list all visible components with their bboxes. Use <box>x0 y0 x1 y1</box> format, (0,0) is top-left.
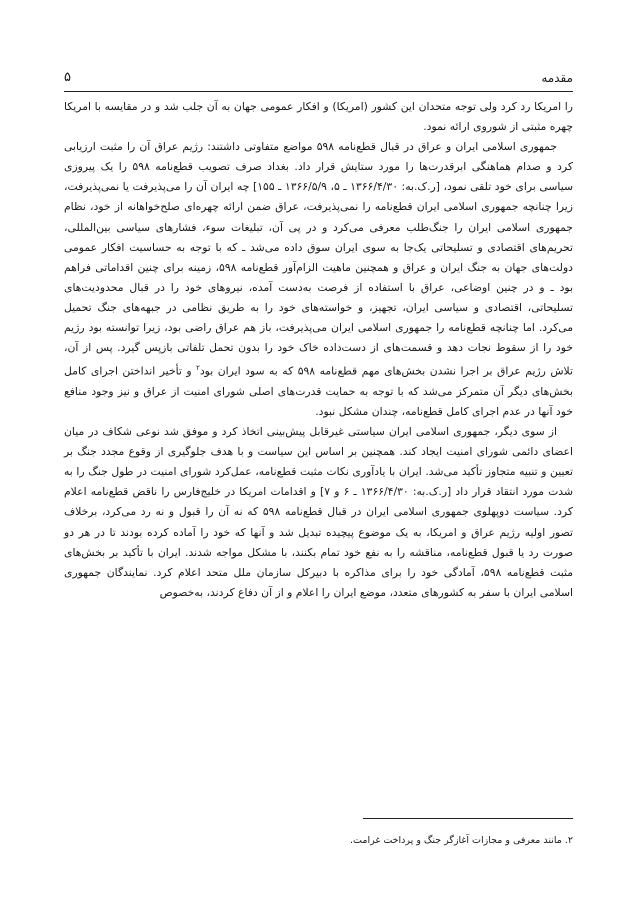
paragraph-continuation: را امریکا رد کرد ولی توجه متحدان این کشور (امریکا) و افکار عمومی جهان به آن جلب شد و در مقایسه با امریکا چهره مثبتی از شوروی ارائه نمود. <box>64 100 573 134</box>
footnote-rule <box>363 818 573 819</box>
paragraph-iran-policy: از سوی دیگر، جمهوری اسلامی ایران سیاستی غیرقابل پیش‌بینی اتخاذ کرد و موفق شد نوعی شکاف در میان اعضای دائمی شورای امنیت ایجاد کند. همچنین بر اساس این سیاست و با هدف جلوگیری از وقوع مجدد جنگ بر تعیین و تنبیه متجاوز تأکید می‌شد. ایران با یادآوری نکات مثبت قطع‌نامه، عمل‌کرد شورای امنیت در طول جنگ را به شدت مورد انتقاد قرار داد [ر.ک.به: ۱۳۶۶/۴/۳۰ ـ ۶ و ۷] و اقدامات امریکا در خلیج‌فارس را ناقض قطع‌نامه اعلام کرد. سیاست دوپهلوی جمهوری اسلامی ایران در قبال قطع‌نامه ۵۹۸ که نه آن را قبول و نه رد می‌کرد، برخلاف تصور اولیه رژیم عراق و امریکا، به یک موضوع پیچیده تبدیل شد و آنها که خود را آماده کرده بودند تا در هر دو صورت رد یا قبول قطع‌نامه، مناقشه را به نفع خود تمام بکنند، با مشکل مواجه شدند. ایران با تأکید بر بخش‌های مثبت قطع‌نامه ۵۹۸، آمادگی خود را برای مذاکره با دبیرکل سازمان ملل متحد اعلام کرد. نمایندگان جمهوری اسلامی ایران با سفر به کشورهای متعدد، موضع ایران را اعلام و از آن دفاع کردند، به‌خصوص <box>64 425 574 599</box>
paragraph-text-part-2: و تأخیر انداختن اجرای کامل بخش‌های دیگر آن متمرکز می‌شد که با توجه به حمایت قدرت‌های اصلی شورای امنیت از عراق و نیز وجود منافع خود آنها در عدم اجرای کامل قطع‌نامه، چندان مشکل نبود. <box>64 364 573 418</box>
footnote: ۲. مانند معرفی و مجازات آغازگر جنگ و پرداخت غرامت. <box>350 835 573 846</box>
paragraph-text-part-1: جمهوری اسلامی ایران و عراق در قبال قطع‌نامه ۵۹۸ مواضع متفاوتی داشتند: رژیم عراق آن را مثبت ارزیابی کرد و صدام هماهنگی ابرقدرت‌ها را مورد ستایش قرار داد. بغداد صرف تصویب قطع‌نامه ۵۹۸ را یک پیروزی سیاسی برای خود تلقی نمود، [ر.ک.به: ۱۳۶۶/۴/۳۰ ـ ۵، ۱۳۶۶/۵/۹ ـ ۱۵۵] چه ایران آن را می‌پذیرفت یا نمی‌پذیرفت، زیرا چنانچه جمهوری اسلامی ایران قطع‌نامه را نمی‌پذیرفت، عراق ضمن ارائه چهره‌ای صلح‌خواهانه از خود، نظام جمهوری اسلامی ایران را جنگ‌طلب معرفی می‌کرد و در پی آن، تبلیغات سوء، فشارهای سیاسی بین‌المللی، تحریم‌های اقتصادی و تسلیحاتی یک‌جا به سوی ایران سوق داده می‌شد ـ که با توجه به حساسیت افکار عمومی دولت‌های جهان به جنگ ایران و عراق و همچنین ماهیت الزام‌آور قطع‌نامه ۵۹۸، زمینه برای چنین اقداماتی فراهم بود ـ و در چنین اوضاعی، عراق با استفاده از فرصت به‌دست آمده، نیروهای خود را در قبال محدودیت‌های تسلیحاتی، اقتصادی و سیاسی ایران، تجهیز، و خواسته‌های خود را به طریق نظامی در جبهه‌های جنگ تحمیل می‌کرد. اما چنانچه قطع‌نامه را جمهوری اسلامی ایران می‌پذیرفت، باز هم عراق راضی بود، زیرا توانسته بود رژیم خود را از سقوط نجات دهد و قسمت‌های از دست‌داده خاک خود را بدون تحمل تلفاتی بازپس گیرد. پس از آن، تلاش رژیم عراق بر اجرا نشدن بخش‌های مهم قطع‌نامه ۵۹۸ که به سود ایران بود <box>64 140 573 378</box>
page-header <box>64 68 573 88</box>
page-number: ۵ <box>64 70 71 85</box>
paragraph-resolution-positions <box>64 137 573 422</box>
running-title: مقدمه <box>541 71 573 85</box>
footnote-marker: ۲ <box>196 364 200 373</box>
header-rule <box>64 91 573 92</box>
body-text <box>64 97 573 603</box>
